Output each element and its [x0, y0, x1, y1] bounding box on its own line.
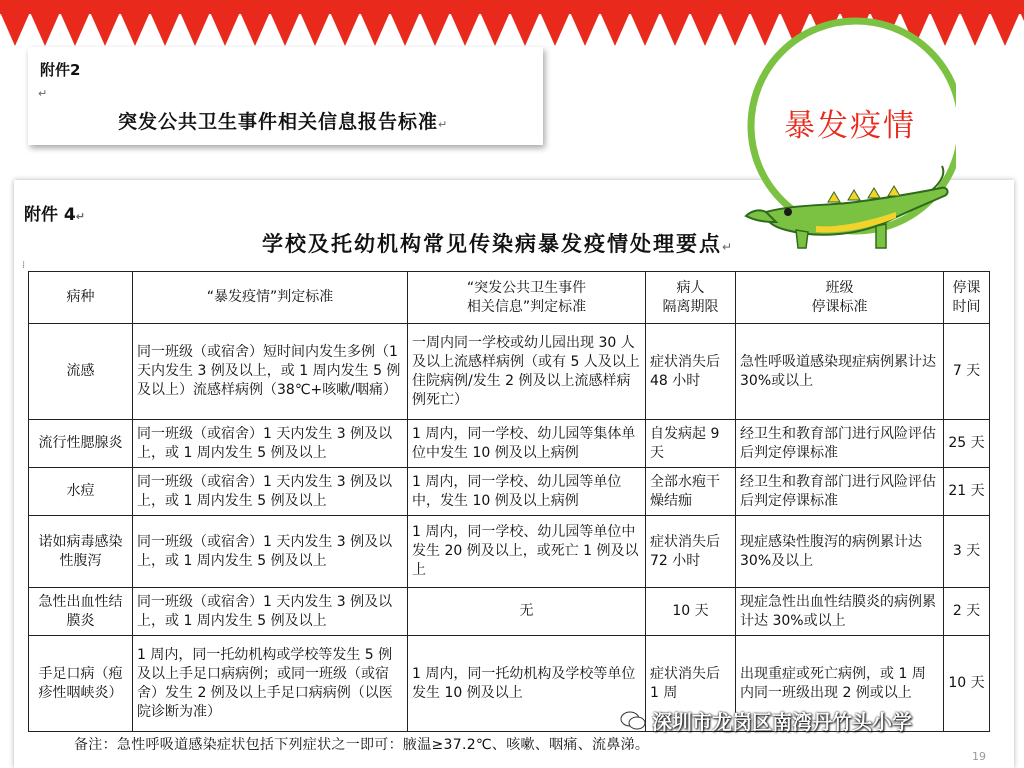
banner-tooth — [570, 12, 600, 46]
table-row — [29, 420, 990, 468]
banner-tooth — [690, 12, 720, 46]
banner-tooth — [90, 12, 120, 46]
header-outbreak-criteria: “暴发疫情”判定标准 — [133, 272, 408, 324]
header-class-suspend — [736, 272, 944, 324]
header-public-health — [408, 272, 646, 324]
suspend-days-cell: 25 天 — [944, 420, 990, 468]
table-title — [262, 228, 734, 258]
disease-cell: 流感 — [29, 324, 133, 420]
banner-tooth — [660, 12, 690, 46]
class-suspend-cell: 现症感染性腹泻的病例累计达 30%及以上 — [736, 516, 944, 588]
outbreak-cell: 同一班级（或宿舍）1 天内发生 3 例及以上，或 1 周内发生 5 例及以上 — [133, 420, 408, 468]
table-row — [29, 588, 990, 636]
banner-tooth — [450, 12, 480, 46]
header-suspend-time-line2: 时间 — [952, 298, 981, 315]
table-title-text: 学校及托幼机构常见传染病暴发疫情处理要点 — [262, 232, 722, 256]
class-suspend-cell: 经卫生和教育部门进行风险评估后判定停课标准 — [736, 420, 944, 468]
disease-cell: 水痘 — [29, 468, 133, 516]
public-health-cell: 1 周内，同一学校、幼儿园等集体单位中发生 10 例及以上病例 — [408, 420, 646, 468]
public-health-cell: 一周内同一学校或幼儿园出现 30 人及以上流感样病例（或有 5 人及以上住院病例/发生 2 例及以上流感样病例死亡） — [408, 324, 646, 420]
banner-tooth — [180, 12, 210, 46]
banner-tooth — [360, 12, 390, 46]
banner-tooth — [60, 12, 90, 46]
disease-cell: 手足口病（疱疹性咽峡炎） — [29, 636, 133, 732]
attachment-2-card — [28, 47, 543, 145]
page-number: 19 — [972, 750, 986, 763]
header-isolation — [646, 272, 736, 324]
isolation-cell: 自发病起 9 天 — [646, 420, 736, 468]
banner-tooth — [30, 12, 60, 46]
attachment-label — [24, 200, 85, 225]
wechat-icon — [620, 711, 646, 731]
banner-tooth — [300, 12, 330, 46]
watermark-text: 深圳市龙岗区南湾丹竹头小学 — [652, 710, 912, 734]
banner-tooth — [330, 12, 360, 46]
banner-tooth — [600, 12, 630, 46]
suspend-days-cell: 7 天 — [944, 324, 990, 420]
header-suspend-time — [944, 272, 990, 324]
header-isolation-line2: 隔离期限 — [662, 298, 719, 315]
banner-tooth — [0, 12, 30, 46]
suspend-days-cell: 3 天 — [944, 516, 990, 588]
card1-title-text: 突发公共卫生事件相关信息报告标准 — [118, 111, 439, 133]
banner-tooth — [120, 12, 150, 46]
table-row — [29, 324, 990, 420]
class-suspend-cell: 经卫生和教育部门进行风险评估后判定停课标准 — [736, 468, 944, 516]
header-isolation-line1: 病人 — [676, 279, 705, 296]
badge-label: 暴发疫情 — [784, 108, 916, 144]
header-suspend-time-line1: 停课 — [952, 279, 981, 296]
header-disease: 病种 — [29, 272, 133, 324]
isolation-cell: 全部水疱干燥结痂 — [646, 468, 736, 516]
anchor-mark: ⁞ — [22, 260, 26, 271]
disease-cell: 急性出血性结膜炎 — [29, 588, 133, 636]
card1-title — [118, 107, 448, 134]
isolation-cell: 症状消失后 48 小时 — [646, 324, 736, 420]
banner-tooth — [540, 12, 570, 46]
banner-tooth — [390, 12, 420, 46]
public-health-cell: 无 — [408, 588, 646, 636]
table-header-row — [29, 272, 990, 324]
banner-tooth — [420, 12, 450, 46]
outbreak-badge — [736, 16, 956, 276]
banner-tooth — [990, 12, 1020, 46]
paragraph-mark: ↵ — [722, 240, 735, 254]
banner-tooth — [630, 12, 660, 46]
outbreak-cell: 同一班级（或宿舍）1 天内发生 3 例及以上，或 1 周内发生 5 例及以上 — [133, 588, 408, 636]
table-row — [29, 516, 990, 588]
banner-tooth — [240, 12, 270, 46]
isolation-cell: 症状消失后 1 周 — [646, 636, 736, 732]
isolation-cell: 症状消失后 72 小时 — [646, 516, 736, 588]
disease-cell: 诺如病毒感染性腹泻 — [29, 516, 133, 588]
watermark — [620, 706, 912, 735]
class-suspend-cell: 出现重症或死亡病例，或 1 周内同一班级出现 2 例或以上 — [736, 636, 944, 732]
header-public-health-line1: “突发公共卫生事件 — [466, 279, 587, 296]
banner-tooth — [480, 12, 510, 46]
return-mark: ↵ — [38, 87, 48, 100]
public-health-cell: 1 周内，同一托幼机构及学校等单位发生 10 例及以上 — [408, 636, 646, 732]
suspend-days-cell: 2 天 — [944, 588, 990, 636]
disease-cell: 流行性腮腺炎 — [29, 420, 133, 468]
banner-tooth — [270, 12, 300, 46]
banner-tooth — [150, 12, 180, 46]
public-health-cell: 1 周内，同一学校、幼儿园等单位中发生 20 例及以上，或死亡 1 例及以上 — [408, 516, 646, 588]
class-suspend-cell: 急性呼吸道感染现症病例累计达 30%或以上 — [736, 324, 944, 420]
table-note: 备注：急性呼吸道感染症状包括下列症状之一即可：腋温≥37.2℃、咳嗽、咽痛、流鼻涕。 — [74, 737, 650, 753]
header-public-health-line2: 相关信息”判定标准 — [466, 298, 587, 315]
isolation-cell: 10 天 — [646, 588, 736, 636]
suspend-days-cell: 21 天 — [944, 468, 990, 516]
outbreak-table — [28, 271, 990, 732]
banner-tooth — [960, 12, 990, 46]
paragraph-mark: ↵ — [438, 118, 449, 131]
header-class-suspend-line2: 停课标准 — [811, 298, 868, 315]
class-suspend-cell: 现症急性出血性结膜炎的病例累计达 30%或以上 — [736, 588, 944, 636]
outbreak-cell: 同一班级（或宿舍）短时间内发生多例（1 天内发生 3 例及以上，或 1 周内发生 5 例及以上）流感样病例（38℃+咳嗽/咽痛） — [133, 324, 408, 420]
banner-tooth — [1020, 12, 1024, 46]
outbreak-cell: 同一班级（或宿舍）1 天内发生 3 例及以上，或 1 周内发生 5 例及以上 — [133, 468, 408, 516]
banner-tooth — [210, 12, 240, 46]
banner-tooth — [510, 12, 540, 46]
suspend-days-cell: 10 天 — [944, 636, 990, 732]
header-class-suspend-line1: 班级 — [825, 279, 854, 296]
public-health-cell: 1 周内，同一学校、幼儿园等单位中，发生 10 例及以上病例 — [408, 468, 646, 516]
outbreak-cell: 1 周内，同一托幼机构或学校等发生 5 例及以上手足口病病例；或同一班级（或宿舍）发生 2 例及以上手足口病病例（以医院诊断为准） — [133, 636, 408, 732]
attachment-label-text: 附件 4 — [24, 205, 76, 225]
table-row — [29, 468, 990, 516]
paragraph-mark: ↵ — [75, 210, 85, 223]
outbreak-cell: 同一班级（或宿舍）1 天内发生 3 例及以上，或 1 周内发生 5 例及以上 — [133, 516, 408, 588]
attachment-label: 附件2 — [40, 61, 81, 79]
